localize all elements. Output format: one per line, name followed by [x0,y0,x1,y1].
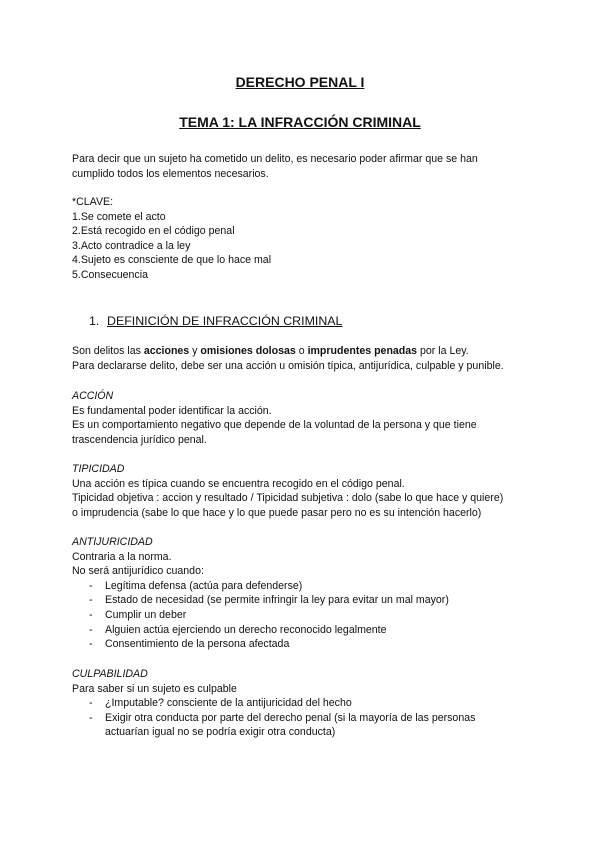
antijuricidad-line-2: No será antijurídico cuando: [72,565,204,578]
accion-line-1: Es fundamental poder identificar la acción. [72,404,272,417]
accion-heading: ACCIÓN [72,390,114,402]
clave-item-1: 1.Se comete el acto [72,210,166,223]
section-heading-text: DEFINICIÓN DE INFRACCIÓN CRIMINAL [107,314,343,328]
section-heading [89,313,342,329]
culpabilidad-heading: CULPABILIDAD [72,668,148,680]
culpabilidad-line-1: Para saber si un sujeto es culpable [72,682,237,695]
antijuricidad-section [72,535,532,652]
list-item: - Estado de necesidad (se permite infringir la ley para evitar un mal mayor) [89,593,532,608]
list-item: - Legítima defensa (actúa para defenderse) [89,579,532,594]
definition-text: por la Ley. [417,345,469,357]
list-item: - Consentimiento de la persona afectada [89,637,532,652]
definition-bold-imprudentes: imprudentes penadas [307,345,418,357]
antijuricidad-list [72,579,532,652]
clave-list [72,195,532,283]
intro-line-1: Para decir que un sujeto ha cometido un delito, es necesario poder afirmar que se han [72,153,478,165]
clave-item-4: 4.Sujeto es consciente de que lo hace mal [72,254,272,267]
clave-label: *CLAVE: [72,196,114,208]
culpabilidad-section [72,667,532,740]
tipicidad-line-3: o imprudencia (sabe lo que hace y lo que puede pasar pero no es su intención hacerlo) [72,506,482,519]
list-item: - ¿Imputable? consciente de la antijuricidad del hecho [89,696,492,711]
list-item: - Cumplir un deber [89,608,532,623]
list-item: - Exigir otra conducta por parte del derecho penal (si la mayoría de las personas actuarían igual no se podría exigir otra conducta) [89,711,492,740]
accion-line-2: Es un comportamiento negativo que depende de la voluntad de la persona y que tiene [72,419,477,432]
document-subtitle: TEMA 1: LA INFRACCIÓN CRIMINAL [179,114,421,130]
tipicidad-line-2: Tipicidad objetiva : accion y resultado / Tipicidad subjetiva : dolo (sabe lo que hace y quiere) [72,492,504,505]
tipicidad-line-1: Una acción es típica cuando se encuentra recogido en el código penal. [72,477,405,490]
intro-paragraph [72,152,532,181]
definition-line-2: Para declararse delito, debe ser una acción u omisión típica, antijurídica, culpable y punible. [72,359,504,372]
accion-section [72,389,532,447]
definition-bold-omisiones: omisiones dolosas [200,345,296,357]
tipicidad-heading: TIPICIDAD [72,463,125,475]
clave-item-3: 3.Acto contradice a la ley [72,239,191,252]
intro-line-2: cumplido todos los elementos necesarios. [72,167,269,180]
clave-item-5: 5.Consecuencia [72,268,148,281]
definition-paragraph [72,344,542,373]
antijuricidad-line-1: Contraria a la norma. [72,550,172,563]
definition-bold-acciones: acciones [143,345,190,357]
tipicidad-section [72,462,542,520]
definition-text: o [295,345,308,357]
definition-line-1 [72,344,542,359]
accion-line-3: trascendencia jurídico penal. [72,433,207,446]
antijuricidad-heading: ANTIJURICIDAD [72,536,153,548]
definition-text: y [189,345,201,357]
document-title: DERECHO PENAL I [235,74,365,90]
clave-item-2: 2.Está recogido en el código penal [72,225,235,238]
list-item: - Alguien actúa ejerciendo un derecho reconocido legalmente [89,623,532,638]
culpabilidad-list [72,696,492,740]
definition-text: Son delitos las [72,345,144,357]
section-number: 1. [89,314,100,328]
